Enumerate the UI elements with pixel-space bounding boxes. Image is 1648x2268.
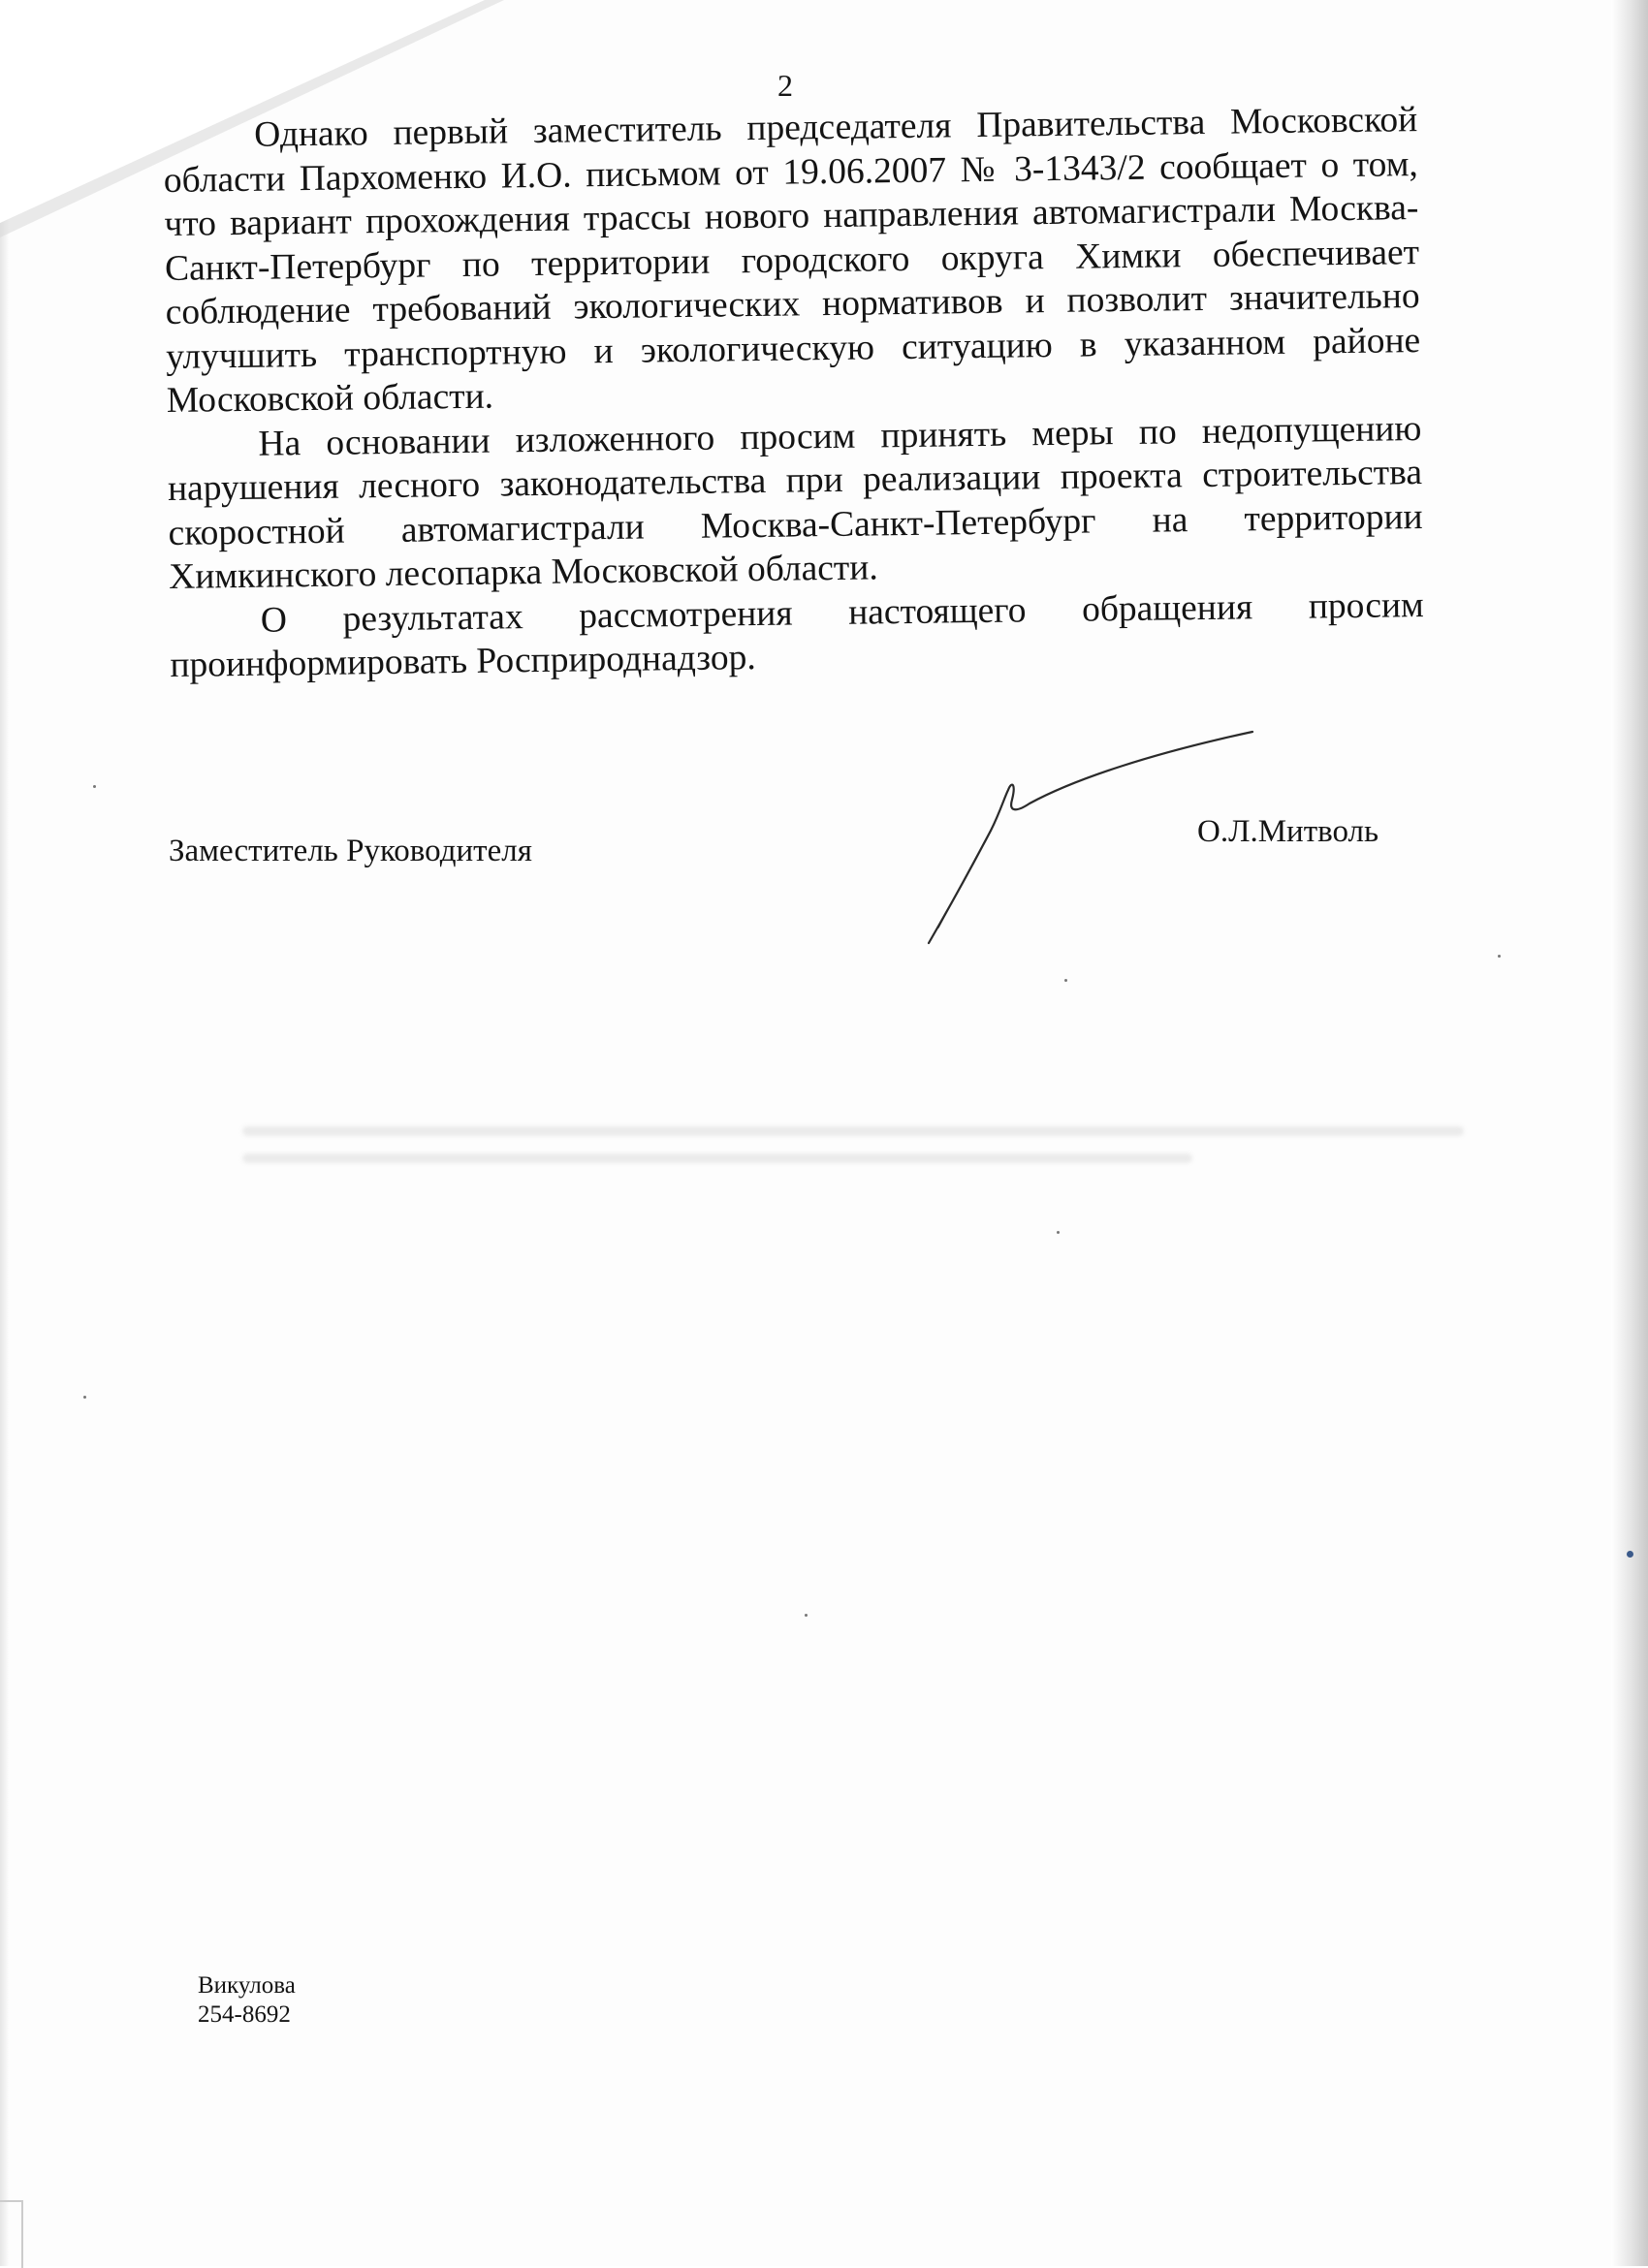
paragraph-1: Однако первый заместитель председателя Правительства Московской области Пархоменко И.О. письмом от 19.06.2007 № 3-1343/2 сообщает о том, что вариант прохождения трассы нового направления автомагистрали Москва-Санкт-Петербург по территории городского округа Химки обеспечивает соблюдение требований экологических нормативов и позволит значительно улучшить транспортную и экологическую ситуацию в указанном районе Московской области. [163, 100, 1421, 421]
bleed-through-text [242, 1126, 1503, 1194]
paragraph-3: О результатах рассмотрения настоящего обращения просим проинформировать Росприроднадзор. [170, 584, 1425, 685]
scan-speck [805, 1614, 808, 1617]
signer-title: Заместитель Руководителя [169, 834, 532, 868]
scan-speck [1057, 1231, 1060, 1234]
signer-name: О.Л.Митволь [1197, 814, 1379, 849]
paragraph-2: На основании изложенного просим принять меры по недопущению нарушения лесного законодательства при реализации проекта строительства скоростной автомагистрали Москва-Санкт-Петербург на территории Химкинского лесопарка Московской области. [167, 408, 1423, 597]
scan-left-edge [0, 0, 10, 2266]
scan-speck [1064, 979, 1067, 982]
executor-name: Викулова [198, 1972, 296, 1999]
page-number: 2 [777, 68, 793, 103]
scan-speck-blue [1627, 1551, 1633, 1558]
scan-right-edge [1611, 0, 1648, 2266]
scan-speck [83, 1396, 86, 1399]
executor-info [198, 1971, 296, 2030]
scan-speck [93, 785, 96, 788]
handwritten-signature [911, 722, 1260, 955]
letter-body [163, 98, 1425, 687]
scan-speck [1498, 955, 1501, 958]
executor-phone: 254-8692 [198, 2001, 291, 2028]
scan-corner-mark [0, 2200, 23, 2268]
